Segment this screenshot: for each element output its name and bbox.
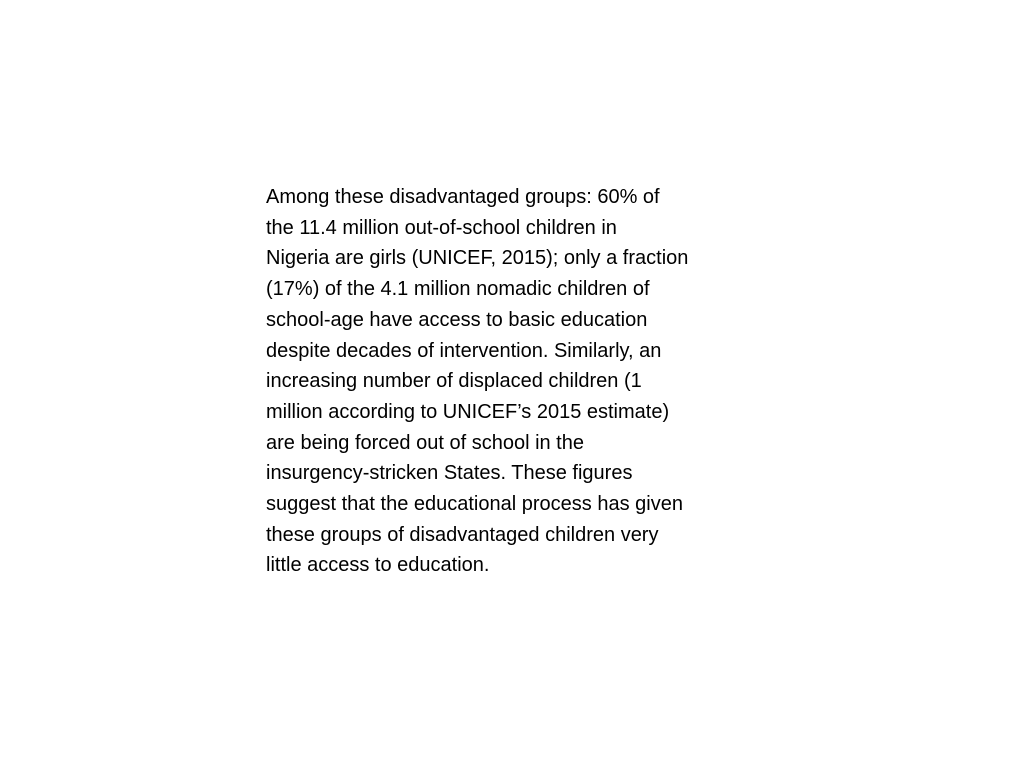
text-line: school-age have access to basic education <box>266 308 648 331</box>
text-line: little access to education. <box>266 554 490 577</box>
text-line: increasing number of displaced children (1 <box>266 370 642 393</box>
text-line: million according to UNICEF’s 2015 estimate) <box>266 400 670 423</box>
text-line: despite decades of intervention. Similarly, an <box>266 339 662 362</box>
text-line: Nigeria are girls (UNICEF, 2015); only a fraction <box>266 247 689 270</box>
text-line: are being forced out of school in the <box>266 431 584 454</box>
text-line: (17%) of the 4.1 million nomadic children of <box>266 278 650 301</box>
text-line: suggest that the educational process has given <box>266 493 683 516</box>
text-line: insurgency-stricken States. These figures <box>266 462 633 485</box>
body-paragraph <box>266 182 766 581</box>
text-line: Among these disadvantaged groups: 60% of <box>266 186 660 208</box>
text-line: the 11.4 million out-of-school children in <box>266 216 617 239</box>
text-line: these groups of disadvantaged children very <box>266 523 659 546</box>
